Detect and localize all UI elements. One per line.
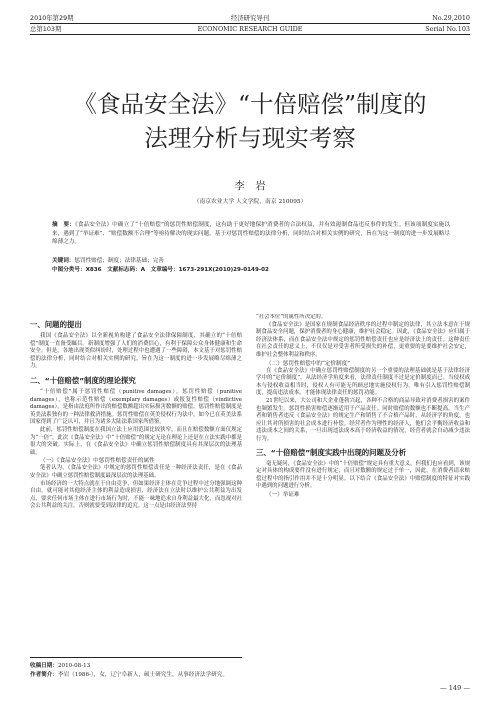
paragraph: 笔者认为，《食品安全法》中规定的惩罚性赔偿责任是一种经济法责任，是在《食品安全法》中确立惩罚性赔偿制度最深层次的法理基础。 [30,465,242,479]
author-bio [30,671,470,680]
issue-number-en: No.29,2010 [432,14,470,22]
classification-info: 中图分类号：X836 文献标志码：A 文章编号：1673-291X(2010)29-0149-02 [52,267,269,273]
subsection-heading: （二）惩罚性赔偿中的“定价制度” [266,360,351,367]
left-column [30,318,242,654]
abstract [52,221,450,247]
journal-english-name: ECONOMIC RESEARCH GUIDE [197,25,303,33]
page-number: — 149 — [440,684,470,692]
keywords-label: 关键词： [52,258,75,264]
section-2-heading: 二、“十倍赔偿”制度的理论探究 [30,375,136,385]
received-value: 2010-08-13 [57,663,91,669]
section-3-heading: 三、“十倍赔偿”制度实践中出现的问题及分析 [256,447,407,457]
footnote [30,662,470,679]
serial-number: 总第103期 [30,25,62,33]
paragraph: 市场经济的一大特点就在于自由竞争，但如果经济主体在竞争过程中过分地强调这种自由，就可能对其他经济主体的利益造成损害，经济法在立法时以维护公共利益为出发点，要求任何市场主体在进行市场行为时，不能一味地追求自身利益最大化，而忽视对社会公共利益的关注，否则就要受到法律的追究。这一点是由经济法坚持 [30,480,242,510]
article-title-line1: 《食品安全法》“十倍赔偿”制度的 [73,90,427,118]
keywords [52,257,450,265]
journal-name: 经济研究导刊 [230,14,270,22]
subsection-heading: （一）《食品安全法》中惩罚性赔偿责任的属性 [40,458,155,465]
author-bio-text: 李岩（1986-），女，辽宁阜新人，硕士研究生，从事经济法学研究。 [57,671,228,678]
author-bio-label: 作者简介： [30,671,58,678]
abstract-text: 《食品安全法》中确立了“十倍赔偿”的惩罚性赔偿制度，这有助于更好地保护消费者的合法权益，并有效遏制食品违反事件的发生。但该项制度实施以来，遇到了“举证难”、“赔偿数额不合理”等亟待解决的现实问题。基于对惩罚性赔偿的法律分析，同时结合对相关实例的研究，旨在为这一制度的进一步发展略尽绵薄之力。 [52,222,450,246]
article-title-line2: 法理分析与现实考察 [144,124,356,152]
paragraph: 21世纪以来，大公司和大企业蓬勃兴起，各种不合格的商品导致对消费者损害的案件也频繁发生。惩罚性损害赔偿逐渐适用于产品责任。同时赔偿的数额也不断提高。当生产者和销售者违反《食品安全法》的规定生产和销售了不合格产品时，从经济学的角度，也应让其对所损害的社会成本进行补偿。经营者作为理性的经济人，他们会平衡经济收益和违法成本之间的关系，一旦出现违法成本高于经济收益的情况，经营者就会自动减少违法行为。 [256,397,470,442]
author-affiliation: （南京农业大学 人文学院，南京 210095） [193,199,307,205]
paragraph: “十倍赔偿”属于惩罚性赔偿（punitive damages）。惩罚性赔偿（punitive damages），也称示范性赔偿（exemplary damages）或报复性赔偿（vindictive damages），是指由法庭所作出的赔偿数额超出实际损害数额的赔偿。惩罚性赔偿制度是英美法系独有的一种法律救济措施。惩罚性赔偿在英美侵权行为法中，如今已在英美法系国家得到了广泛认可，并且为诸多大陆法系国家所借鉴。 [30,388,242,426]
paragraph: 我国《食品安全法》以全新视角构建了食品安全法律保障制度，其确立的“十倍赔偿”制度一直备受瞩目。新制度增强了人们的消费信心，有利于保障公众身体健康和生命安全。但是，各地出现类似纠纷时，处理过程中也遭遇了一些障碍，本文基于对惩罚性赔偿的法律分析，同时结合对相关实例的研究，旨在为这一制度的进一步发展略尽绵薄之力。 [30,333,242,370]
author-name: 李 岩 [234,180,266,192]
serial-number-en: Serial No.103 [425,25,470,33]
keywords-text: 惩罚性赔偿；制度；法律基础；完善 [74,258,164,264]
paragraph: 此前，惩罚性赔偿制度在我国立法上应用范围比较狭窄，而且在赔偿数额方面仅规定为“一倍”。此次《食品安全法》中“十倍赔偿”的规定无论在理论上还是在立法实践中都是很大的突破。实际上，在《食品安全法》中确立惩罚性赔偿制度具有其深层次的法理基础。 [30,426,242,456]
received-label: 收稿日期： [30,663,58,669]
footnote-rule [30,657,242,658]
received-date [30,662,470,671]
subsection-heading: （一）举证难 [266,491,300,498]
header-rule-thick [30,34,470,35]
header-rule-thin [30,23,470,24]
section-1-heading: 一、问题的提出 [30,320,82,329]
paragraph: 《食品安全法》是国家在规制食品经济秩序的过程中制定的法律，其立法本意在于规制食品安全问题，保护消费者的身心健康，维护社会稳定。因此，《食品安全法》应归属于经济法体系，而在食品安全法中规定的惩罚性赔偿责任也应是经济法上的责任。这种责任在社会责任的意义上，不仅仅是对受害者所受损失的补偿，更重要的是要维护社会安定，维护社会整体利益和秩序。 [256,321,470,358]
abstract-label: 摘 要： [52,222,75,228]
paragraph: “社会本位”的属性所决定的。 [256,314,327,320]
paragraph: 毫无疑问，《食品安全法》中的“十倍赔偿”规定具有重大意义。但我们也应看到，该规定对具体的构成要件没有进行规定，而且对数额的规定过于单一，因此，在消费者请求赔偿过程中的指引作用并不是十分明显。以下结合《食品安全法》中赔偿制度的特征对实践中遇到的问题进行分析。 [256,460,470,490]
right-column [256,314,470,654]
issue-number: 2010年第29期 [30,14,74,22]
paragraph: 在《食品安全法》中确立惩罚性赔偿制度的另一个重要的法理基础就是基于法律经济学中的“定价制度”。从法经济学角度来看，法律责任制度不过是定价制度而已。当侵权成本与侵权收益相当时，侵权人有可能无所顾忌地实施侵权行为。唯有引入惩罚性赔偿制度，提高违法成本，才能体现法律责任的惩罚功能。 [256,367,470,397]
